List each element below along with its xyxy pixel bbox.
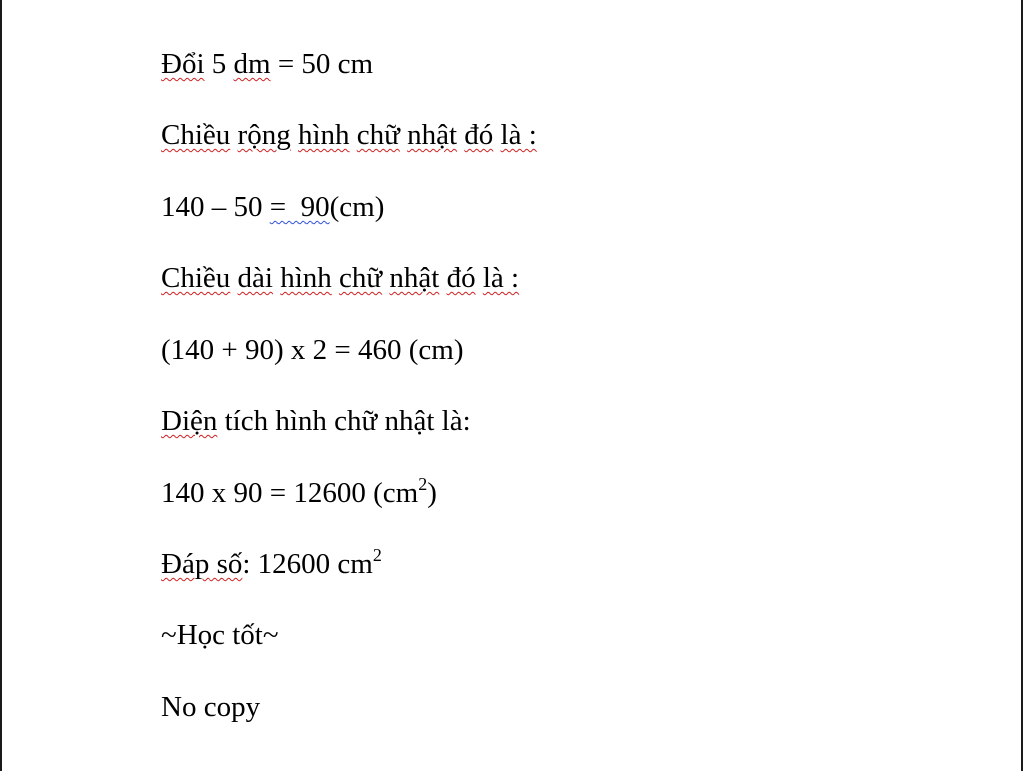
text-run xyxy=(493,119,500,151)
text-run: tích hình chữ nhật là: xyxy=(217,405,471,437)
line-answer xyxy=(161,546,382,582)
line-good-luck xyxy=(161,617,279,653)
line-no-copy xyxy=(161,689,260,725)
text-run xyxy=(230,262,237,294)
word-dap: Đáp xyxy=(161,548,210,580)
word-la: là : xyxy=(482,262,520,294)
text-run: (140 + 90) x 2 = 460 (cm) xyxy=(161,334,464,366)
word-nhat: nhật xyxy=(407,119,458,151)
word-chieu: Chiều xyxy=(161,262,231,294)
text-run: No copy xyxy=(161,691,261,723)
word-hinh: hình xyxy=(297,119,350,151)
word-do: đó xyxy=(464,119,494,151)
grammar-flag: = 90 xyxy=(269,191,330,223)
text-run: ~Học tốt~ xyxy=(161,619,279,651)
word-so: số xyxy=(216,548,243,580)
text-run: 5 xyxy=(204,48,234,80)
word-doi: Đổi xyxy=(161,48,205,80)
word-space xyxy=(209,548,216,580)
line-width-heading xyxy=(161,117,537,153)
text-run xyxy=(439,262,446,294)
word-do: đó xyxy=(446,262,476,294)
text-run: 140 x 90 = 12600 (cm xyxy=(161,477,419,509)
word-dai: dài xyxy=(237,262,273,294)
word-hinh: hình xyxy=(280,262,332,294)
text-run xyxy=(291,119,298,151)
word-la: là : xyxy=(500,119,537,151)
text-run: (cm) xyxy=(329,191,385,223)
text-run xyxy=(230,119,237,151)
word-chieu: Chiều xyxy=(161,119,231,151)
line-area-heading xyxy=(161,403,471,439)
line-area-calc xyxy=(161,475,437,511)
word-chu: chữ xyxy=(356,119,400,151)
superscript: 2 xyxy=(418,474,428,494)
line-width-calc xyxy=(161,189,384,225)
line-length-calc xyxy=(161,332,464,368)
word-nhat: nhật xyxy=(389,262,440,294)
text-run xyxy=(350,119,357,151)
superscript: 2 xyxy=(372,545,382,565)
word-chu: chữ xyxy=(339,262,383,294)
text-run: ) xyxy=(427,477,437,509)
word-rong: rộng xyxy=(237,119,291,151)
text-run xyxy=(476,262,483,294)
word-dm: dm xyxy=(233,48,271,80)
word-dien: Diện xyxy=(161,405,218,437)
text-run xyxy=(332,262,339,294)
text-run: = 50 cm xyxy=(270,48,374,80)
line-conversion xyxy=(161,46,373,82)
text-run: 140 – 50 xyxy=(161,191,270,223)
line-length-heading xyxy=(161,260,519,296)
text-run: : 12600 cm xyxy=(242,548,373,580)
